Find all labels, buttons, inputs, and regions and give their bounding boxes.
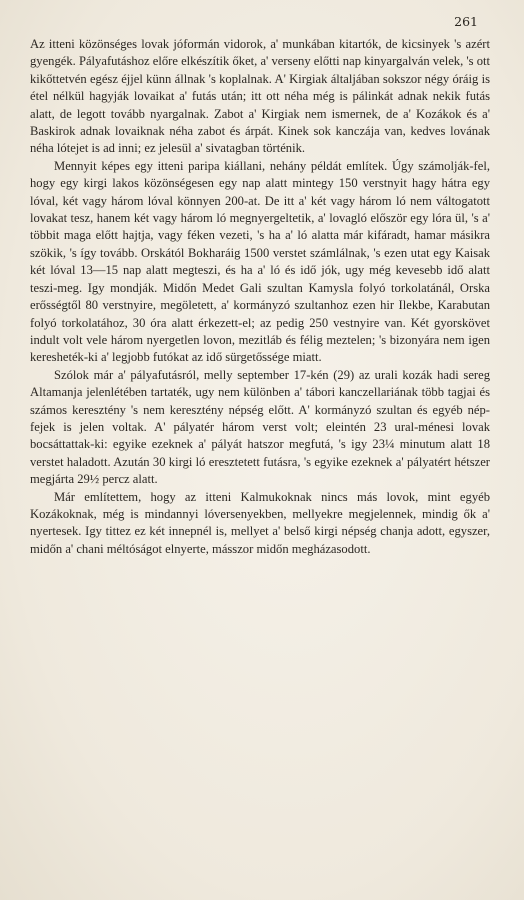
paragraph-3: Szólok már a' pályafutásról, melly september 17-kén (29) az urali kozák hadi sereg Altamanja jelenlétében tartaték, ugy nem különben a' tábori kanczellariának több tagjai és számos keresztény 's nem keresztény népség előtt. A' kormányzó szultan és egyéb nép-fejek is jelen voltak. A' pályatér három verst volt; eleintén 23 ural-ménesi lovak bocsáttattak-ki: egyike ezeknek a' pályát hatszor megfutá, 's igy 23¼ minutum alatt 18 verstet haladott. Azután 30 kirgi ló eresztetett futásra, 's egyike ezeknek a' pályatért hétszer megjárta 29½ percz alatt.: [30, 367, 490, 487]
paragraph-4: Már említettem, hogy az itteni Kalmukoknak nincs más lovok, mint egyéb Kozákoknak, még is mindannyi lóversenyekben, mellyekre megjelennek, mindig ők a' nyertesek. Igy tittez ez két innepnél is, mellyet a' belső kirgi népség chanja adott, egyszer, midőn a' chani méltóságot elnyerte, másszor midőn megházasodott.: [30, 489, 490, 556]
paragraph-2: Mennyit képes egy itteni paripa kiállani, nehány példát említek. Úgy számolják-fel, hogy egy kirgi lakos közönségesen egy nap alatt mintegy 150 verstnyit hagy hátra egy lóval, két vagy három lóval könnyen 200-at. De itt a' két vagy három ló nem váltogatott lovakat tesz, hanem két vagy három ló megnyergeltetik, a' lovagló először egy lóra ül, 's a' többit maga előtt hajtja, vagy féken vezeti, 's ha a' ló alatta már kifáradt, hamar másikra szökik, 's így tovább. Orskától Bokharáig 1500 verstet számlálnak, 's ezen utat egy Kaisak két lóval 13—15 nap alatt megteszi, és ha a' ló és idő jók, ugy még kevesebb idő alatt teszi-meg. Igy mondják. Midőn Medet Gali szultan Kamysla folyó torkolatánál, Orska erősségtől 80 verstnyire, megöletett, a' kormányzó szultanhoz ezen hir Ilekbe, Karabutan folyó torkolatához, 30 óra alatt érkezett-el; az pedig 250 vestnyire van. Két gyorskövet indult volt vele három nyergetlen lovon, mezitláb és félig meztelen; 's bizonyára nem igen keresheték-ki a' legjobb futókat az idő sürgetőssége miatt.: [30, 158, 490, 365]
page-number: 261: [454, 14, 478, 29]
body-text: [30, 36, 490, 558]
paragraph-1: Az itteni közönséges lovak jóformán vidorok, a' munkában kitartók, de kicsinyek 's azért gyengék. Pályafutáshoz előre elkészítik őket, a' verseny előtti nap kinyargalván velek, 's ott kikőttetvén egész éjjel künn állnak 's koplalnak. A' Kirgiak általjában sokszor négy óráig is étel nélkül hagyják lovaikat a' futás után; itt ott néha még is pálinkát adnak nekik futás alatt, de legott tovább nyargalnak. Zabot a' Kirgiak nem ismernek, de a' Kozákok és a' Baskirok adnak lovaiknak néha zabot és árpát. Kinek sok kanczája van, kedves lovának néha lótejet is ad inni; ez jelesül a' sivatagban történik.: [30, 37, 490, 156]
